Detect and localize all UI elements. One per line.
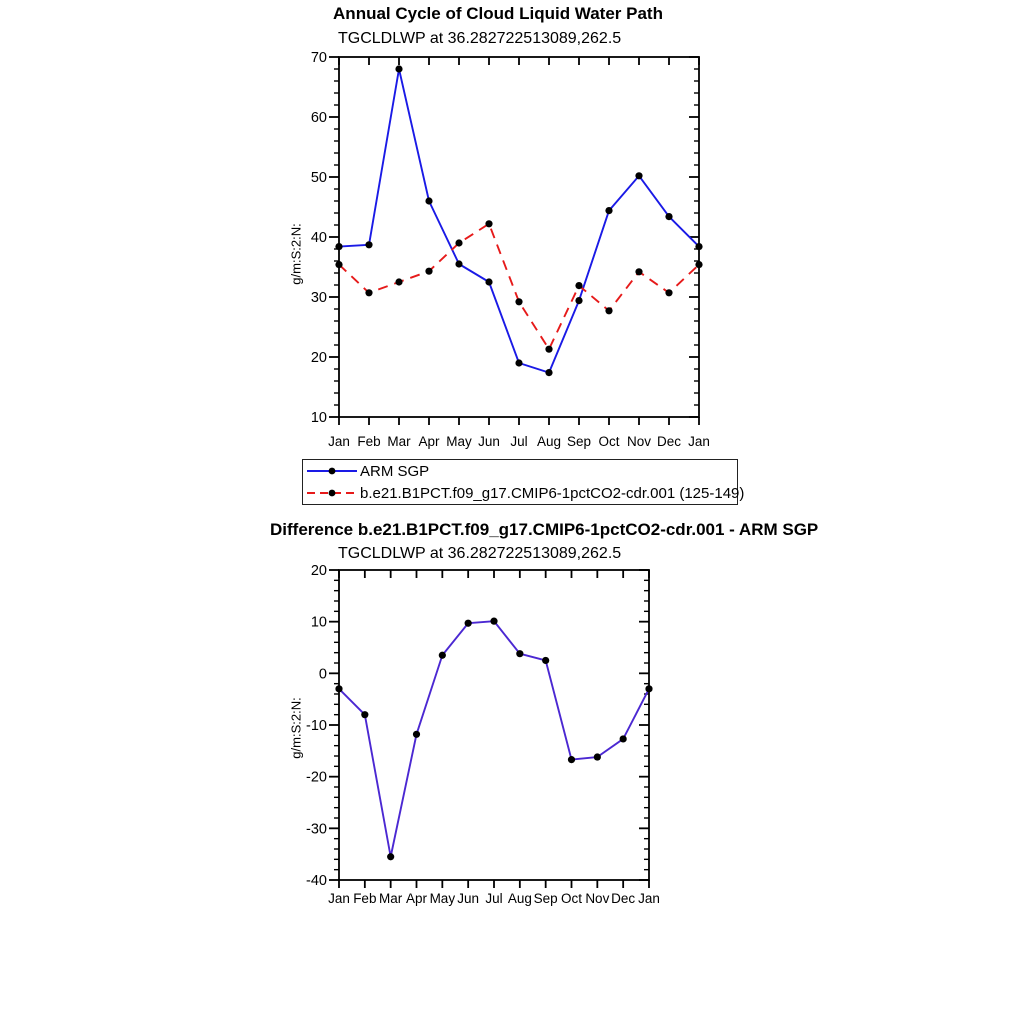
- top-chart-subtitle: TGCLDLWP at 36.282722513089,262.5: [338, 30, 622, 47]
- svg-text:20: 20: [310, 350, 327, 366]
- svg-text:Aug: Aug: [507, 891, 532, 906]
- svg-text:-20: -20: [306, 769, 327, 786]
- top-chart-title: Annual Cycle of Cloud Liquid Water Path: [333, 4, 663, 23]
- legend-box: [302, 459, 745, 505]
- svg-text:-10: -10: [306, 718, 327, 734]
- top-chart-y-axis-label: g/m:S:2:N:: [288, 223, 304, 285]
- y-axis-ticks: [306, 563, 649, 889]
- svg-text:Apr: Apr: [418, 434, 440, 449]
- svg-text:May: May: [429, 891, 456, 906]
- difference-chart-y-axis-label: g/m:S:2:N:: [288, 697, 304, 759]
- series-0-line: [335, 618, 652, 861]
- svg-text:Mar: Mar: [387, 434, 411, 449]
- svg-text:Jun: Jun: [457, 891, 480, 906]
- svg-text:20: 20: [310, 563, 327, 579]
- svg-text:60: 60: [310, 110, 327, 126]
- svg-text:Feb: Feb: [353, 891, 377, 906]
- arm-sgp-line-sample: [307, 465, 357, 477]
- svg-text:30: 30: [310, 290, 327, 306]
- svg-text:Oct: Oct: [560, 891, 583, 906]
- series-0-line: [335, 65, 702, 376]
- svg-text:40: 40: [310, 230, 327, 246]
- difference-chart-subtitle: TGCLDLWP at 36.282722513089,262.5: [338, 545, 622, 562]
- svg-text:Apr: Apr: [405, 891, 428, 906]
- svg-text:-30: -30: [306, 821, 327, 838]
- svg-text:Nov: Nov: [585, 891, 610, 906]
- svg-text:Jan: Jan: [688, 434, 710, 449]
- svg-text:10: 10: [310, 410, 327, 426]
- legend-item-model-case: [307, 482, 745, 504]
- svg-text:Jan: Jan: [328, 434, 350, 449]
- svg-text:0: 0: [318, 666, 327, 683]
- y-axis-ticks: [311, 50, 699, 426]
- svg-text:Sep: Sep: [566, 434, 592, 449]
- legend-label-model-case: b.e21.B1PCT.f09_g17.CMIP6-1pctCO2-cdr.001 (125-149): [360, 484, 745, 502]
- svg-text:Jan: Jan: [328, 891, 350, 906]
- svg-text:10: 10: [310, 614, 327, 631]
- svg-text:Jun: Jun: [478, 434, 500, 449]
- svg-text:Feb: Feb: [357, 434, 381, 449]
- x-axis-ticks: [328, 57, 710, 449]
- svg-text:50: 50: [310, 170, 327, 186]
- difference-chart: [306, 563, 660, 906]
- svg-text:Dec: Dec: [656, 434, 682, 449]
- legend-label-arm-sgp: ARM SGP: [360, 462, 430, 480]
- model-case-line-sample: [307, 487, 357, 499]
- series-1-line: [335, 220, 702, 353]
- svg-text:Jan: Jan: [638, 891, 660, 906]
- svg-text:Jul: Jul: [485, 891, 503, 906]
- difference-chart-title: Difference b.e21.B1PCT.f09_g17.CMIP6-1pctCO2-cdr.001 - ARM SGP: [270, 520, 819, 539]
- svg-text:Jul: Jul: [510, 434, 528, 449]
- svg-text:-40: -40: [306, 873, 327, 889]
- svg-text:May: May: [446, 434, 472, 449]
- svg-text:Sep: Sep: [533, 891, 558, 906]
- svg-text:Nov: Nov: [626, 434, 652, 449]
- svg-text:70: 70: [310, 50, 327, 66]
- annual-cycle-chart: [311, 50, 710, 449]
- svg-text:Mar: Mar: [379, 891, 403, 906]
- svg-text:Dec: Dec: [611, 891, 636, 906]
- svg-text:Oct: Oct: [598, 434, 620, 449]
- legend-item-arm-sgp: [307, 460, 737, 482]
- svg-text:Aug: Aug: [536, 434, 562, 449]
